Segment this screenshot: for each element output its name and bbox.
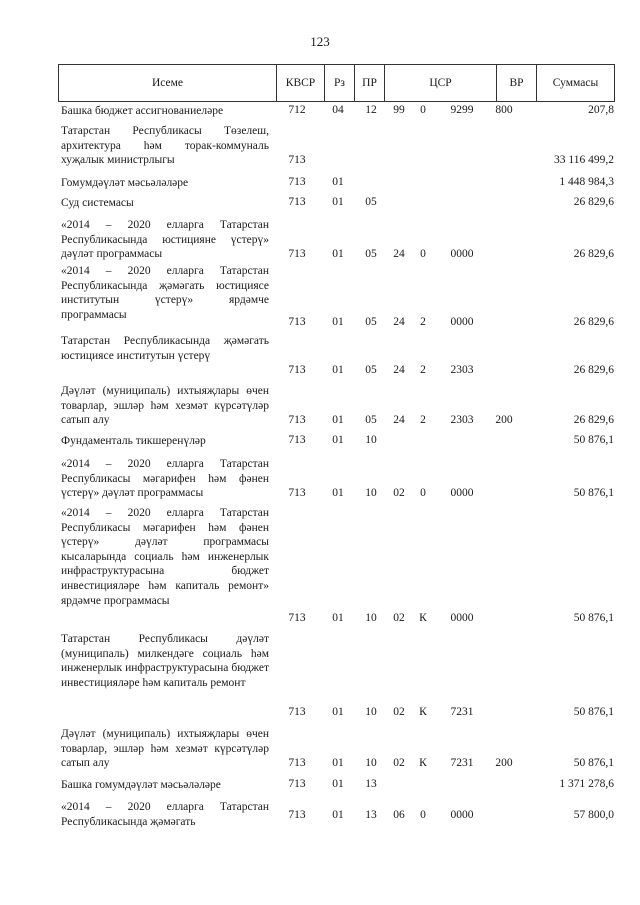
row-csr-program: 24 <box>393 414 405 426</box>
row-vr: 200 <box>495 414 513 426</box>
row-csr-direction: 2303 <box>450 414 474 426</box>
row-kvsr: 713 <box>288 706 306 718</box>
row-csr-subprogram: К <box>419 612 427 624</box>
row-csr-program: 02 <box>393 487 405 499</box>
row-csr-direction: 0000 <box>450 248 474 260</box>
row-csr-program: 24 <box>393 248 405 260</box>
row-csr-subprogram: 2 <box>420 316 426 328</box>
row-pr: 10 <box>365 434 377 446</box>
row-pr: 13 <box>365 809 377 821</box>
header-csr: ЦСР <box>385 65 497 102</box>
row-sum: 26 829,6 <box>573 196 614 208</box>
row-rz: 01 <box>332 316 344 328</box>
row-name: «2014 – 2020 елларга Татарстан Республикасы мәгарифен һәм фәнен үстерү» дәүләт программасы кысаларында социаль һәм инженерлык инфраструктурасына бюджет инвестицияләре һәм капиталь ремонт» ярдәмче программасы <box>61 507 269 607</box>
row-name: «2014 – 2020 елларга Татарстан Республикасында җәмәгать <box>61 801 269 828</box>
row-vr: 800 <box>495 104 513 116</box>
row-sum: 1 371 278,6 <box>559 778 614 790</box>
row-kvsr: 713 <box>288 248 306 260</box>
row-sum: 207,8 <box>588 104 614 116</box>
row-csr-direction: 0000 <box>450 487 474 499</box>
row-rz: 01 <box>332 248 344 260</box>
row-csr-subprogram: 0 <box>420 104 426 116</box>
row-pr: 10 <box>365 757 377 769</box>
row-csr-subprogram: К <box>419 757 427 769</box>
row-pr: 05 <box>365 248 377 260</box>
header-name: Исеме <box>59 65 277 102</box>
row-csr-subprogram: 0 <box>420 809 426 821</box>
row-csr-direction: 2303 <box>450 364 474 376</box>
row-rz: 01 <box>332 414 344 426</box>
row-kvsr: 713 <box>288 434 306 446</box>
row-sum: 57 800,0 <box>573 809 614 821</box>
row-rz: 04 <box>332 104 344 116</box>
row-csr-direction: 0000 <box>450 612 474 624</box>
row-sum: 50 876,1 <box>573 487 614 499</box>
header-sum: Суммасы <box>537 65 615 102</box>
row-csr-program: 24 <box>393 364 405 376</box>
header-rz: Рз <box>325 65 355 102</box>
row-name: Татарстан Республикасы дәүләт (муниципаль) милкендәге социаль һәм инженерлык инфраструктурасына бюджет инвестицияләре һәм капиталь ремонт <box>61 633 269 689</box>
row-kvsr: 713 <box>288 414 306 426</box>
row-rz: 01 <box>332 176 344 188</box>
row-pr: 05 <box>365 414 377 426</box>
row-rz: 01 <box>332 778 344 790</box>
row-name: Татарстан Республикасында җәмәгать юстициясе институтын үстерү <box>61 335 269 362</box>
row-pr: 10 <box>365 487 377 499</box>
row-rz: 01 <box>332 487 344 499</box>
row-sum: 50 876,1 <box>573 434 614 446</box>
row-csr-subprogram: К <box>419 706 427 718</box>
row-kvsr: 713 <box>288 364 306 376</box>
row-name: Дәүләт (муниципаль) ихтыяҗлары өчен товарлар, эшләр һәм хезмәт күрсәтүләр сатып алу <box>61 728 269 770</box>
row-vr: 200 <box>495 757 513 769</box>
row-pr: 05 <box>365 196 377 208</box>
row-csr-program: 06 <box>393 809 405 821</box>
row-rz: 01 <box>332 809 344 821</box>
row-csr-program: 02 <box>393 757 405 769</box>
row-sum: 26 829,6 <box>573 316 614 328</box>
row-sum: 1 448 984,3 <box>559 176 614 188</box>
row-name: Фундаменталь тикшеренүләр <box>61 435 206 447</box>
row-name: Дәүләт (муниципаль) ихтыяҗлары өчен товарлар, эшләр һәм хезмәт күрсәтүләр сатып алу <box>61 385 269 427</box>
row-kvsr: 713 <box>288 176 306 188</box>
row-pr: 13 <box>365 778 377 790</box>
row-name: Гомумдәүләт мәсьәләләре <box>61 177 189 189</box>
row-sum: 50 876,1 <box>573 706 614 718</box>
row-csr-subprogram: 2 <box>420 364 426 376</box>
row-csr-direction: 7231 <box>450 706 474 718</box>
row-name: Башка бюджет ассигнованиеләре <box>61 105 224 117</box>
row-sum: 26 829,6 <box>573 248 614 260</box>
table-header <box>58 64 615 102</box>
row-csr-program: 02 <box>393 612 405 624</box>
row-kvsr: 713 <box>288 757 306 769</box>
row-csr-direction: 0000 <box>450 809 474 821</box>
row-rz: 01 <box>332 757 344 769</box>
row-pr: 05 <box>365 316 377 328</box>
row-csr-program: 02 <box>393 706 405 718</box>
row-csr-subprogram: 0 <box>420 487 426 499</box>
page-number: 123 <box>310 34 330 49</box>
row-csr-program: 24 <box>393 316 405 328</box>
row-rz: 01 <box>332 434 344 446</box>
row-rz: 01 <box>332 706 344 718</box>
row-csr-subprogram: 2 <box>420 414 426 426</box>
row-pr: 10 <box>365 612 377 624</box>
row-name: «2014 – 2020 елларга Татарстан Республикасы мәгарифен һәм фәнен үстерү» дәүләт программасы <box>61 458 269 500</box>
row-csr-direction: 9299 <box>450 104 474 116</box>
header-pr: ПР <box>355 65 385 102</box>
row-name: Суд системасы <box>61 197 134 209</box>
row-sum: 50 876,1 <box>573 612 614 624</box>
row-pr: 05 <box>365 364 377 376</box>
row-rz: 01 <box>332 196 344 208</box>
row-kvsr: 713 <box>288 487 306 499</box>
row-sum: 33 116 499,2 <box>554 154 614 166</box>
row-csr-direction: 7231 <box>450 757 474 769</box>
row-csr-program: 99 <box>393 104 405 116</box>
row-rz: 01 <box>332 612 344 624</box>
header-vr: ВР <box>497 65 537 102</box>
row-kvsr: 713 <box>288 612 306 624</box>
row-rz: 01 <box>332 364 344 376</box>
row-name: «2014 – 2020 елларга Татарстан Республикасында юстицияне үстерү» дәүләт программасы <box>61 219 269 261</box>
row-kvsr: 713 <box>288 196 306 208</box>
row-sum: 26 829,6 <box>573 414 614 426</box>
row-kvsr: 713 <box>288 809 306 821</box>
row-name: Татарстан Республикасы Төзелеш, архитектура һәм торак-коммуналь хуҗалык министрлыгы <box>61 125 269 167</box>
row-kvsr: 713 <box>288 778 306 790</box>
row-csr-subprogram: 0 <box>420 248 426 260</box>
row-name: Башка гомумдәүләт мәсьәләләре <box>61 779 221 791</box>
header-kvsr: КВСР <box>277 65 325 102</box>
row-kvsr: 713 <box>288 316 306 328</box>
row-csr-direction: 0000 <box>450 316 474 328</box>
row-kvsr: 712 <box>288 104 306 116</box>
row-kvsr: 713 <box>288 154 306 166</box>
row-name: «2014 – 2020 елларга Татарстан Республикасында җәмәгать юстициясе институтын үстерү» ярдәмче программасы <box>61 265 269 321</box>
row-pr: 12 <box>365 104 377 116</box>
row-sum: 50 876,1 <box>573 757 614 769</box>
row-sum: 26 829,6 <box>573 364 614 376</box>
row-pr: 10 <box>365 706 377 718</box>
